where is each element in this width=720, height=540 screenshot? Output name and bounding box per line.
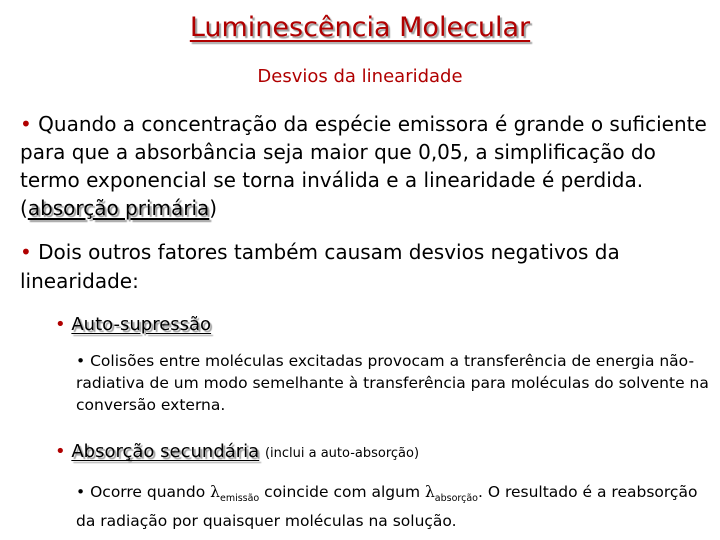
subscript-emissao: emissão [219,493,260,505]
label-auto-supressao: Auto-supressão [71,314,212,335]
label-absorcao-secundaria: Absorção secundária [71,441,260,462]
bullet-absorcao-primaria [20,110,710,222]
subbullet-auto-supressao [55,313,715,337]
bullet-outros-fatores [20,238,710,296]
slide-title: Luminescência Molecular [189,12,531,43]
detail-text-post: . O resultado é a reabsorção da radiação por quaisquer moléculas na solução. [76,483,698,531]
slide-subtitle: Desvios da linearidade [257,66,463,87]
bullet-marker: • [76,352,86,370]
detail-text: Colisões entre moléculas excitadas provocam a transferência de energia não-radiativa de um modo semelhante à transferência para moléculas do solvente na conversão externa. [76,352,709,414]
detail-text-pre: Ocorre quando [90,483,211,501]
bullet-marker: • [20,240,32,264]
bullet-marker: • [55,314,66,335]
bullet-text: Dois outros fatores também causam desvios negativos da linearidade: [20,240,620,293]
bullet-marker: • [76,483,86,501]
subscript-absorcao: absorção [434,493,478,505]
detail-absorcao-secundaria [76,481,710,532]
detail-text-mid: coincide com algum [259,483,425,501]
bullet-text: Quando a concentração da espécie emissora é grande o suficiente para que a absorbância seja maior que 0,05, a simplificação do termo exponencial se torna inválida e a linearidade é perdida. ( [20,112,707,220]
subbullet-absorcao-secundaria [55,440,715,466]
note-auto-absorcao: (inclui a auto-absorção) [264,446,420,461]
lambda-symbol: λ [210,483,220,501]
bullet-close: ) [209,196,218,220]
emphasis-absorcao-primaria: absorção primária [27,196,210,220]
bullet-marker: • [55,441,66,462]
bullet-marker: • [20,112,32,136]
detail-auto-supressao [76,350,710,416]
lambda-symbol: λ [424,483,435,501]
